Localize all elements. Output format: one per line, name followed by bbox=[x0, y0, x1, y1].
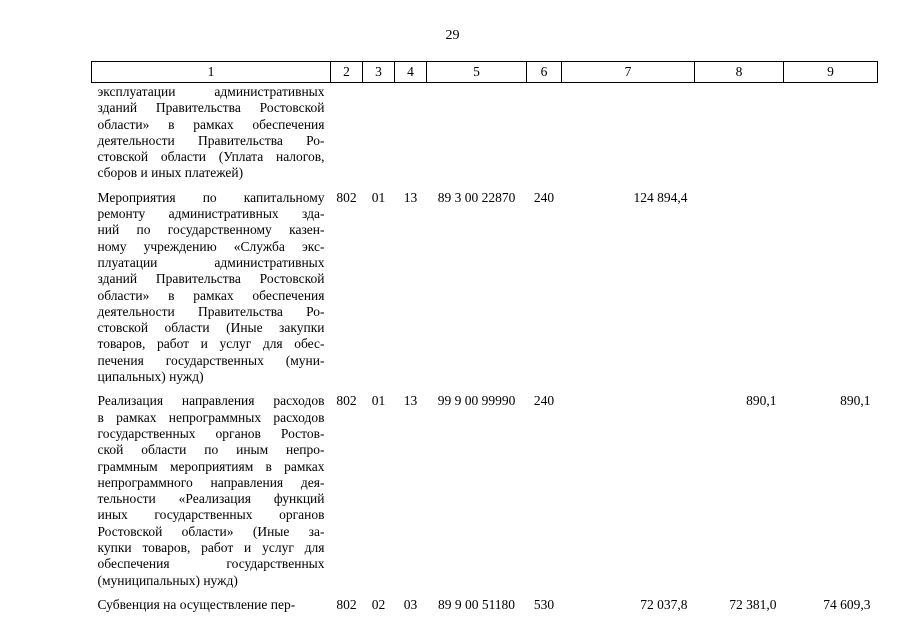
col-header-9: 9 bbox=[784, 62, 878, 83]
description-line: стовской области (Уплата налогов, bbox=[97, 149, 325, 165]
cell-target-article bbox=[427, 83, 527, 190]
col-header-1: 1 bbox=[92, 62, 331, 83]
table-row bbox=[92, 190, 878, 394]
cell-subsection: 13 bbox=[403, 393, 418, 409]
cell-target-article: 89 3 00 22870 bbox=[437, 189, 516, 205]
description-line: стовской области (Иные закупки bbox=[97, 320, 325, 336]
cell-expense-type: 240 bbox=[533, 393, 555, 409]
col-header-8: 8 bbox=[695, 62, 784, 83]
header-row bbox=[92, 62, 878, 83]
cell-amount-year-1: 72 037,8 bbox=[640, 596, 688, 612]
cell-expense-type: 240 bbox=[533, 189, 555, 205]
cell-amount-year-2 bbox=[695, 83, 784, 190]
description-line: граммным мероприятиям в рамках bbox=[97, 458, 325, 474]
col-header-6: 6 bbox=[527, 62, 562, 83]
col-header-3: 3 bbox=[363, 62, 395, 83]
description-line: ремонту административных зда- bbox=[97, 206, 325, 222]
cell-subsection: 13 bbox=[403, 189, 418, 205]
cell-amount-year-3 bbox=[784, 83, 878, 190]
row-description bbox=[92, 393, 331, 597]
description-line: Субвенция на осуществление пер- bbox=[97, 596, 296, 612]
cell-amount-year-1: 124 894,4 bbox=[633, 189, 688, 205]
cell-amount-year-3: 890,1 bbox=[840, 393, 871, 409]
cell-ministry-code: 802 bbox=[336, 189, 357, 205]
cell-amount-year-1 bbox=[562, 83, 695, 190]
cell-section: 02 bbox=[371, 596, 386, 612]
cell-target-article: 99 9 00 99990 bbox=[437, 393, 516, 409]
description-line: тельности «Реализация функций bbox=[97, 491, 325, 507]
description-line: эксплуатации административных bbox=[97, 84, 325, 99]
description-line: плуатации административных bbox=[97, 254, 325, 270]
cell-expense-type bbox=[527, 83, 562, 190]
cell-amount-year-3 bbox=[784, 190, 878, 394]
budget-table bbox=[91, 61, 878, 613]
col-header-5: 5 bbox=[427, 62, 527, 83]
description-line: в рамках непрограммных расходов bbox=[97, 409, 325, 425]
cell-ministry-code bbox=[331, 83, 363, 190]
table-row bbox=[92, 83, 878, 190]
description-line: купки товаров, работ и услуг для bbox=[97, 540, 325, 556]
row-description bbox=[92, 83, 331, 190]
description-line: области» в рамках обеспечения bbox=[97, 116, 325, 132]
table-row bbox=[92, 393, 878, 597]
cell-section: 01 bbox=[371, 393, 386, 409]
cell-expense-type: 530 bbox=[533, 596, 555, 612]
cell-subsection bbox=[395, 83, 427, 190]
cell-subsection: 03 bbox=[403, 596, 418, 612]
description-line: государственных органов Ростов- bbox=[97, 425, 325, 441]
col-header-4: 4 bbox=[395, 62, 427, 83]
row-description bbox=[92, 190, 331, 394]
cell-amount-year-2 bbox=[695, 190, 784, 394]
table-row bbox=[92, 597, 878, 613]
table-body bbox=[92, 83, 878, 614]
description-line: ципальных) нужд) bbox=[97, 369, 204, 385]
col-header-2: 2 bbox=[331, 62, 363, 83]
description-line: иных государственных органов bbox=[97, 507, 325, 523]
cell-section bbox=[363, 83, 395, 190]
description-line: зданий Правительства Ростовской bbox=[97, 100, 325, 116]
cell-ministry-code: 802 bbox=[336, 596, 357, 612]
cell-target-article: 89 9 00 51180 bbox=[437, 596, 516, 612]
cell-amount-year-3: 74 609,3 bbox=[823, 596, 871, 612]
description-line: Ростовской области» (Иные за- bbox=[97, 523, 325, 539]
description-line: ской области по иным непро- bbox=[97, 442, 325, 458]
description-line: ному учреждению «Служба экс- bbox=[97, 238, 325, 254]
row-description bbox=[92, 597, 331, 613]
description-line: печения государственных (муни- bbox=[97, 352, 325, 368]
cell-amount-year-2: 890,1 bbox=[746, 393, 777, 409]
description-line: ний по государственному казен- bbox=[97, 222, 325, 238]
cell-section: 01 bbox=[371, 189, 386, 205]
description-line: (муниципальных) нужд) bbox=[97, 572, 238, 588]
description-line: обеспечения государственных bbox=[97, 556, 325, 572]
cell-amount-year-2: 72 381,0 bbox=[729, 596, 777, 612]
description-line: деятельности Правительства Ро- bbox=[97, 303, 325, 319]
page-number: 29 bbox=[445, 28, 460, 43]
description-line: деятельности Правительства Ро- bbox=[97, 132, 325, 148]
description-line: Реализация направления расходов bbox=[97, 393, 325, 409]
description-line: зданий Правительства Ростовской bbox=[97, 271, 325, 287]
description-line: Мероприятия по капитальному bbox=[97, 189, 325, 205]
cell-amount-year-1 bbox=[562, 393, 695, 597]
description-line: области» в рамках обеспечения bbox=[97, 287, 325, 303]
description-line: сборов и иных платежей) bbox=[97, 165, 244, 181]
col-header-7: 7 bbox=[562, 62, 695, 83]
description-line: непрограммного направления дея- bbox=[97, 474, 325, 490]
description-line: товаров, работ и услуг для обес- bbox=[97, 336, 325, 352]
cell-ministry-code: 802 bbox=[336, 393, 357, 409]
